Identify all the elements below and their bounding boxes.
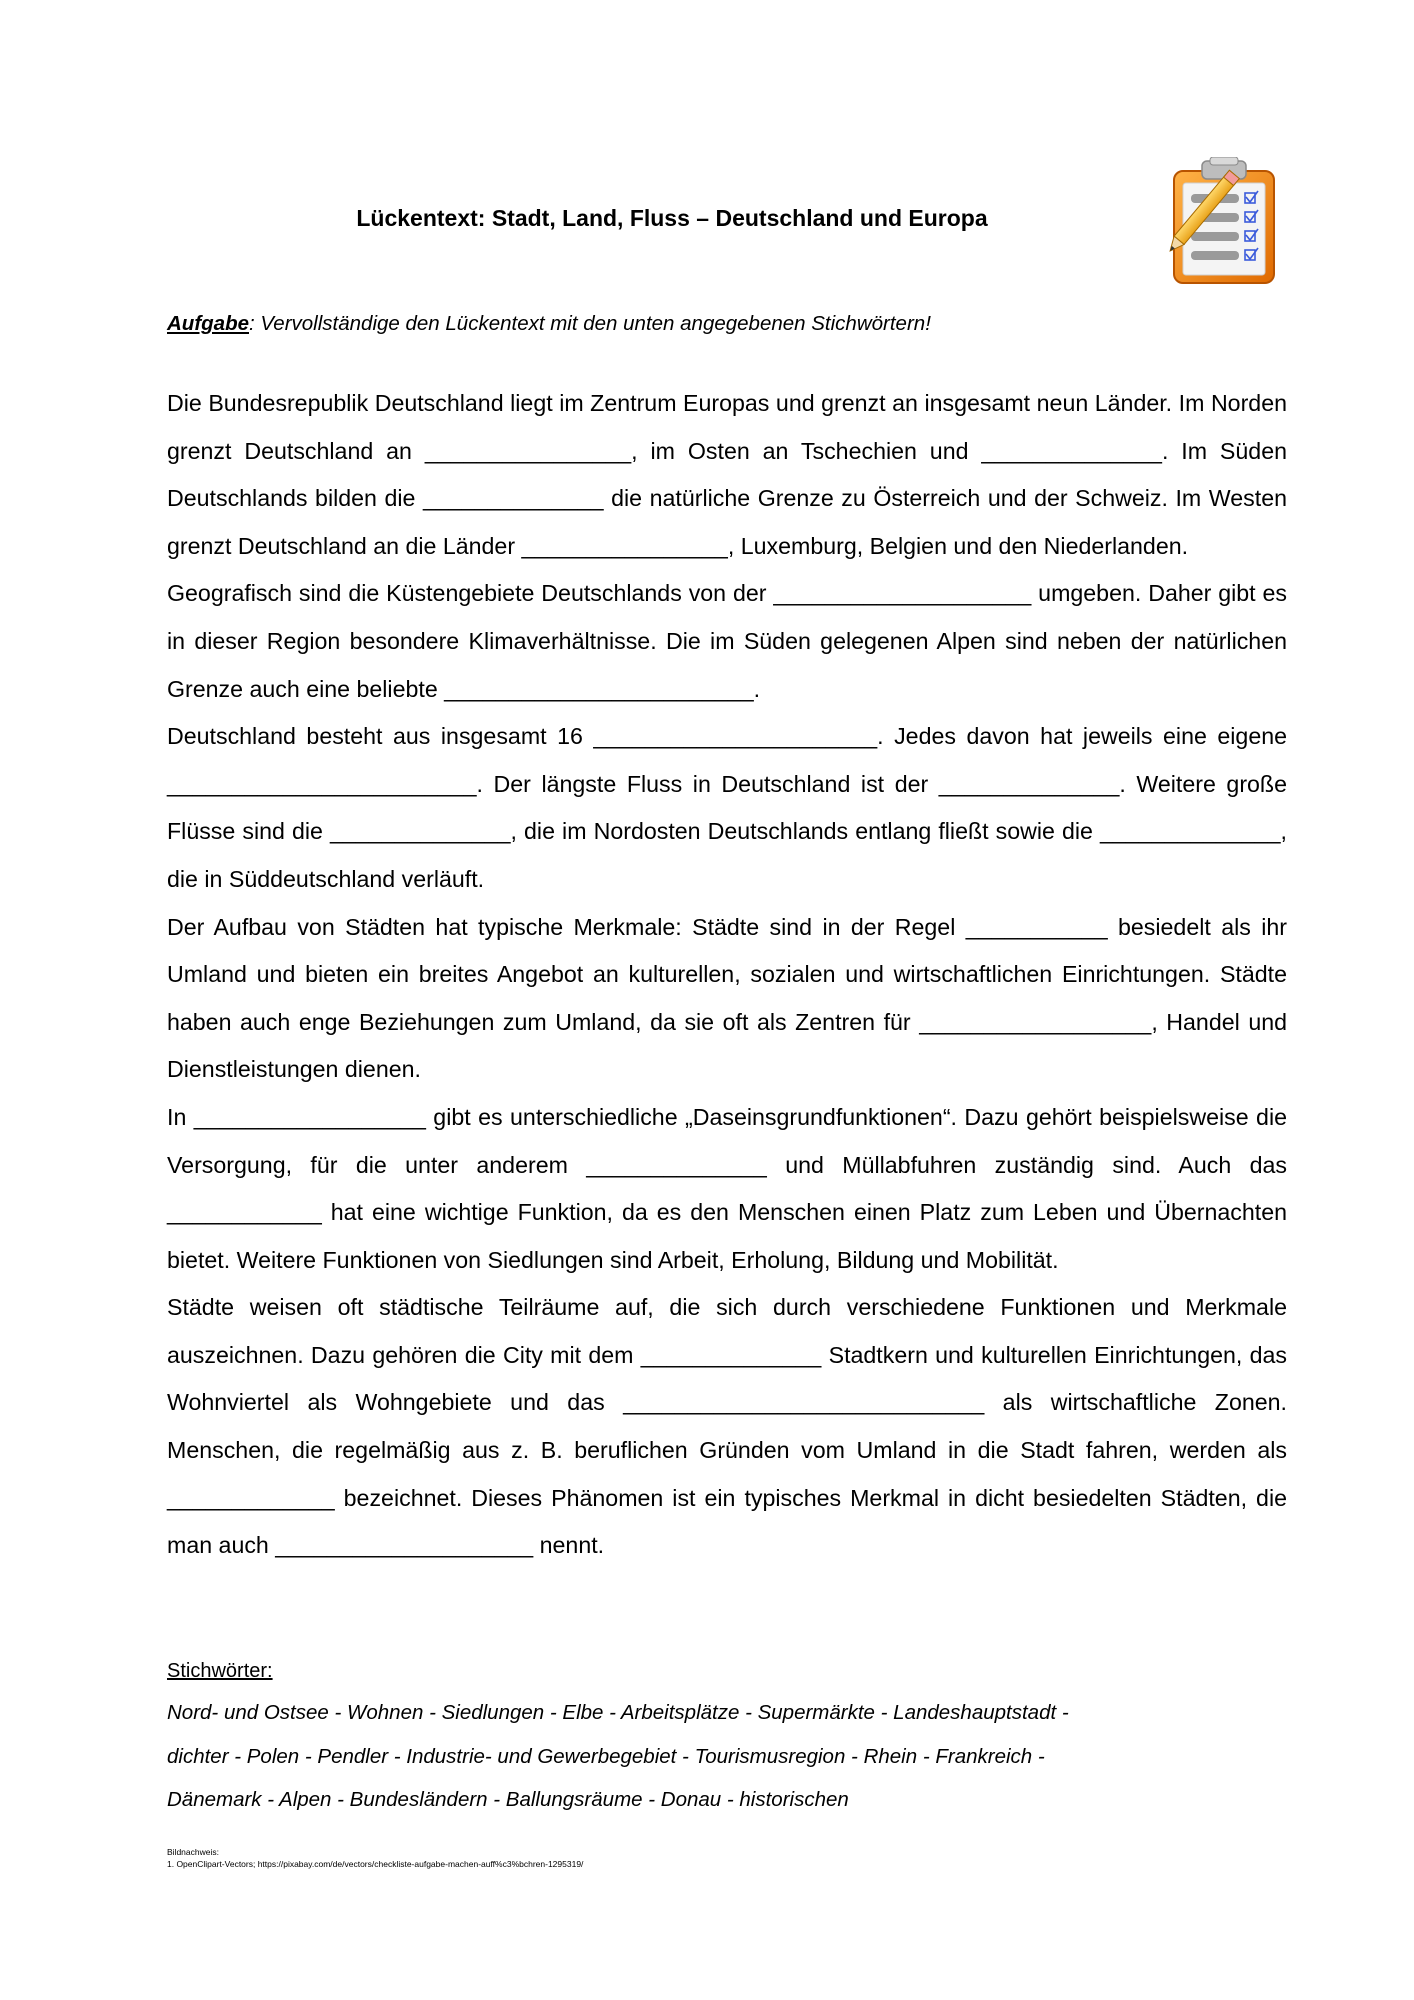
gap-blank: __________________ — [193, 1103, 426, 1130]
paragraph-text: In — [167, 1103, 194, 1130]
keywords-list — [167, 1691, 1217, 1822]
gap-blank: ________________________ — [167, 770, 477, 797]
paragraph-text: , die in Süddeutschland verläuft. — [167, 818, 1287, 892]
paragraph-text: gibt es unterschiedliche „Daseinsgrundfunktionen“. Dazu gehört beispielsweise die Versorgung, für die unter anderem — [167, 1103, 1287, 1178]
gap-blank: ______________ — [981, 437, 1162, 464]
gap-blank: ______________ — [1100, 818, 1281, 845]
gap-blank: ______________ — [640, 1341, 822, 1368]
page-title: Lückentext: Stadt, Land, Fluss – Deutschland und Europa — [356, 205, 988, 231]
paragraph — [167, 1284, 1287, 1570]
paragraph-text: Stadtkern und kulturellen Einrichtungen, das Wohnviertel als Wohngebiete und das — [167, 1341, 1287, 1416]
paragraph-text: Deutschland besteht aus insgesamt 16 — [167, 723, 594, 750]
credits-line: 1. OpenClipart-Vectors; https://pixabay.com/de/vectors/checkliste-aufgabe-machen-auff%c3%bchren-1295319/ — [167, 1859, 584, 1869]
paragraph — [167, 904, 1287, 1094]
task-label: Aufgabe — [167, 312, 249, 335]
paragraph-text: Die Bundesrepublik Deutschland liegt im Zentrum Europas und grenzt an insgesamt neun Länder. Im Norden grenzt Deutschland an — [167, 390, 1287, 464]
gap-blank: ______________ — [423, 485, 604, 512]
gap-blank: ______________ — [329, 818, 511, 845]
gap-blank: ____________________________ — [623, 1389, 985, 1416]
image-credits — [167, 1846, 583, 1870]
task-text: : Vervollständige den Lückentext mit den unten angegebenen Stichwörtern! — [249, 312, 931, 335]
gap-blank: ______________ — [586, 1151, 767, 1178]
keywords-row: dichter - Polen - Pendler - Industrie- und Gewerbegebiet - Tourismusregion - Rhein - Frankreich - — [167, 1744, 1045, 1768]
paragraph-text: Städte weisen oft städtische Teilräume auf, die sich durch verschiedene Funktionen und Merkmale auszeichnen. Dazu gehören die City mit dem — [167, 1294, 1287, 1368]
gap-blank: ___________ — [965, 913, 1108, 940]
paragraph-text: , Handel und Dienstleistungen dienen. — [167, 1008, 1288, 1083]
paragraph-text: . Der längste Fluss in Deutschland ist der — [476, 770, 939, 797]
gap-blank: ________________ — [424, 437, 632, 464]
clipboard-checklist-pencil-icon — [1158, 157, 1280, 287]
gap-blank: ____________________ — [275, 1532, 534, 1559]
keywords-row: Dänemark - Alpen - Bundesländern - Ballungsräume - Donau - historischen — [167, 1788, 849, 1811]
paragraph-text: die natürliche Grenze zu Österreich und der Schweiz. Im Westen grenzt Deutschland an die Länder — [167, 485, 1287, 559]
gap-blank: ____________ — [167, 1199, 322, 1226]
paragraph-text: als wirtschaftliche Zonen. Menschen, die regelmäßig aus z. B. beruflichen Gründen vom Umland in die Stadt fahren, werden als — [167, 1389, 1287, 1464]
paragraph-text: nennt. — [533, 1532, 605, 1559]
gap-blank: ________________ — [521, 532, 728, 559]
credits-heading: Bildnachweis: — [167, 1847, 219, 1857]
keywords-heading: Stichwörter: — [167, 1660, 273, 1682]
paragraph — [167, 570, 1287, 713]
paragraph-text: bezeichnet. Dieses Phänomen ist ein typisches Merkmal in dicht besiedelten Städten, die man auch — [167, 1484, 1287, 1559]
paragraph — [167, 1094, 1287, 1284]
keywords-row: Nord- und Ostsee - Wohnen - Siedlungen - Elbe - Arbeitsplätze - Supermärkte - Landeshauptstadt - — [167, 1701, 1069, 1724]
paragraph-text: , die im Nordosten Deutschlands entlang fließt sowie die — [510, 818, 1100, 845]
paragraph — [167, 380, 1287, 570]
paragraph-text: Der Aufbau von Städten hat typische Merkmale: Städte sind in der Regel — [167, 913, 966, 940]
task-instruction — [167, 312, 931, 336]
gap-blank: ______________________ — [593, 723, 878, 750]
paragraph-text: . Im Süden Deutschlands bilden die — [167, 437, 1287, 512]
gap-blank: _____________ — [167, 1484, 335, 1511]
gap-blank: ______________ — [938, 770, 1120, 797]
gap-blank: ________________________ — [444, 675, 754, 702]
paragraph-text: . Weitere große Flüsse sind die — [167, 770, 1287, 845]
paragraph-text: . — [753, 675, 761, 702]
gap-blank: __________________ — [919, 1008, 1152, 1035]
paragraph-text: , im Osten an Tschechien und — [631, 437, 982, 464]
gap-blank: ____________________ — [773, 580, 1032, 607]
paragraph-text: besiedelt als ihr Umland und bieten ein breites Angebot an kulturellen, sozialen und wirtschaftlichen Einrichtungen. Städte haben auch enge Beziehungen zum Umland, da sie oft als Zentren für — [167, 913, 1287, 1035]
paragraph — [167, 713, 1287, 903]
paragraph-text: . Jedes davon hat jeweils eine eigene — [877, 723, 1288, 750]
paragraph-text: und Müllabfuhren zuständig sind. Auch das — [766, 1151, 1287, 1178]
paragraph-text: Geografisch sind die Küstengebiete Deutschlands von der — [167, 580, 774, 607]
gap-text-body — [167, 380, 1287, 1570]
paragraph-text: hat eine wichtige Funktion, da es den Menschen einen Platz zum Leben und Übernachten bietet. Weitere Funktionen von Siedlungen sind Arbeit, Erholung, Bildung und Mobilität. — [167, 1199, 1287, 1273]
paragraph-text: umgeben. Daher gibt es in dieser Region besondere Klimaverhältnisse. Die im Süden gelegenen Alpen sind neben der natürlichen Grenze auch eine beliebte — [167, 580, 1288, 702]
paragraph-text: , Luxemburg, Belgien und den Niederlanden. — [727, 532, 1189, 559]
